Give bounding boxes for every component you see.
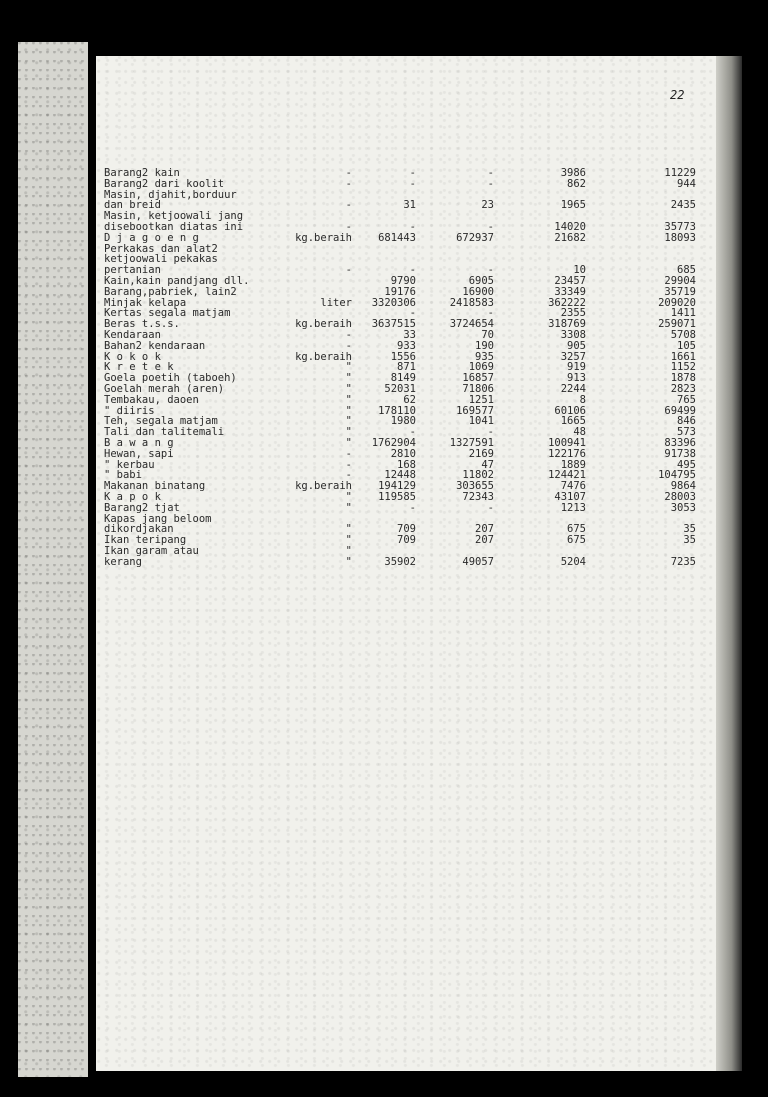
value-col-1: - [409,426,416,439]
value-col-3: 124421 [548,469,586,482]
commodity-label: K o k o k [104,350,161,363]
value-col-2: 16900 [462,285,494,298]
value-col-2: - [487,220,494,233]
value-col-2: 16857 [462,372,494,385]
unit-cell: " [345,501,352,514]
value-col-1: 2810 [390,447,416,460]
commodity-label: Bahan2 kendaraan [104,339,206,352]
value-col-4: 765 [677,393,696,406]
value-col-2: 190 [475,339,494,352]
unit-cell: - [345,220,352,233]
unit-cell: kg.beraih [295,231,352,244]
value-col-2: 672937 [456,231,494,244]
value-col-4: 846 [677,415,696,428]
commodity-label: kerang [104,555,142,568]
value-col-4: 5708 [670,328,696,341]
value-col-1: 168 [397,458,416,471]
commodity-label: Teh, segala matjam [104,415,218,428]
table-row [104,557,704,568]
unit-cell: " [345,372,352,385]
value-col-4: 83396 [664,436,696,449]
value-col-1: 933 [397,339,416,352]
value-col-3: 1665 [560,415,586,428]
commodity-label: Kendaraan [104,328,161,341]
value-col-1: - [409,220,416,233]
commodity-label: Ikan garam atau [104,544,199,557]
unit-cell: " [345,426,352,439]
value-col-2: 1327591 [449,436,494,449]
value-col-2: 49057 [462,555,494,568]
value-col-1: - [409,307,416,320]
table-row [104,503,704,514]
unit-cell: - [345,469,352,482]
value-col-4: 2435 [670,199,696,212]
commodity-label: pertanian [104,264,161,277]
table-row [104,233,704,244]
value-col-1: 9790 [390,274,416,287]
value-col-4: 495 [677,458,696,471]
unit-cell: " [345,534,352,547]
value-col-1: - [409,177,416,190]
commodity-label: Kain,kain pandjang dll. [104,274,250,287]
unit-cell: kg.beraih [295,318,352,331]
commodity-label: Masin, ketjoowali jang [104,210,244,223]
value-col-1: - [409,167,416,179]
value-col-3: 675 [567,523,586,536]
value-col-2: 47 [481,458,494,471]
value-col-4: 35719 [664,285,696,298]
table-row [104,179,704,190]
unit-cell: - [345,264,352,277]
value-col-2: 1251 [468,393,494,406]
commodity-label: Barang2 tjat [104,501,180,514]
value-col-3: 48 [573,426,586,439]
value-col-1: 8149 [390,372,416,385]
value-col-2: 6905 [468,274,494,287]
value-col-4: 28003 [664,490,696,503]
value-col-4: 29904 [664,274,696,287]
value-col-1: 62 [403,393,416,406]
unit-cell: kg.beraih [295,480,352,493]
value-col-4: 91738 [664,447,696,460]
value-col-1: 709 [397,534,416,547]
value-col-4: 1878 [670,372,696,385]
value-col-1: 12448 [384,469,416,482]
unit-cell: " [345,523,352,536]
value-col-3: 43107 [554,490,586,503]
commodity-label: Goela poetih (taboeh) [104,372,237,385]
commodity-label: dan breid [104,199,161,212]
commodity-label: dikordjakan [104,523,174,536]
table-row [104,254,704,265]
value-col-2: - [487,177,494,190]
value-col-2: 2169 [468,447,494,460]
value-col-4: 259071 [658,318,696,331]
unit-cell: " [345,415,352,428]
value-col-3: 905 [567,339,586,352]
page-binding-edge [716,56,742,1071]
value-col-2: 303655 [456,480,494,493]
page-number: 22 [670,88,685,102]
value-col-4: 685 [677,264,696,277]
value-col-1: 31 [403,199,416,212]
value-col-4: 2823 [670,382,696,395]
value-col-2: 72343 [462,490,494,503]
unit-cell: " [345,382,352,395]
value-col-1: 119585 [378,490,416,503]
commodity-label: " babi [104,469,142,482]
value-col-1: 871 [397,361,416,374]
value-col-3: 100941 [548,436,586,449]
value-col-4: 209020 [658,296,696,309]
value-col-1: 1980 [390,415,416,428]
value-col-2: 71806 [462,382,494,395]
value-col-3: 1965 [560,199,586,212]
value-col-1: 1762904 [371,436,416,449]
commodity-label: Makanan binatang [104,480,206,493]
value-col-2: 23 [481,199,494,212]
value-col-2: 70 [481,328,494,341]
value-col-1: 178110 [378,404,416,417]
value-col-3: 3257 [560,350,586,363]
commodity-label: D j a g o e n g [104,231,199,244]
value-col-4: 11229 [664,167,696,179]
commodity-label: K a p o k [104,490,161,503]
value-col-2: 1069 [468,361,494,374]
value-col-1: 194129 [378,480,416,493]
value-col-4: 1152 [670,361,696,374]
value-col-2: - [487,501,494,514]
table-row [104,449,704,460]
commodity-label: Kapas jang beloom [104,512,212,525]
value-col-3: 21682 [554,231,586,244]
value-col-4: 35 [683,534,696,547]
value-col-3: 10 [573,264,586,277]
value-col-1: 33 [403,328,416,341]
value-col-1: 709 [397,523,416,536]
unit-cell: " [345,544,352,557]
value-col-3: 919 [567,361,586,374]
value-col-2: - [487,307,494,320]
table-row [104,341,704,352]
commodity-label: Barang,pabriek, lain2 [104,285,237,298]
value-col-4: 35 [683,523,696,536]
commodity-label: K r e t e k [104,361,174,374]
value-col-2: 169577 [456,404,494,417]
value-col-3: 14020 [554,220,586,233]
value-col-2: 207 [475,534,494,547]
commodity-label: Kertas segala matjam [104,307,231,320]
value-col-1: - [409,501,416,514]
unit-cell: " [345,490,352,503]
value-col-3: 33349 [554,285,586,298]
value-col-2: 1041 [468,415,494,428]
value-col-1: 52031 [384,382,416,395]
value-col-3: 8 [579,393,586,406]
value-col-2: - [487,426,494,439]
value-col-4: 35773 [664,220,696,233]
adjacent-page-edge [18,42,88,1077]
value-col-4: 18093 [664,231,696,244]
value-col-2: 11802 [462,469,494,482]
commodity-label: Tembakau, daoen [104,393,199,406]
unit-cell: kg.beraih [295,350,352,363]
value-col-3: 318769 [548,318,586,331]
unit-cell: " [345,404,352,417]
commodity-label: Barang2 dari koolit [104,177,225,190]
value-col-1: 3320306 [371,296,416,309]
value-col-4: 1411 [670,307,696,320]
unit-cell: - [345,458,352,471]
unit-cell: " [345,555,352,568]
commodity-label: " diiris [104,404,155,417]
value-col-3: 122176 [548,447,586,460]
commodity-label: Hewan, sapi [104,447,174,460]
value-col-4: 104795 [658,469,696,482]
value-col-1: 3637515 [371,318,416,331]
unit-cell: " [345,361,352,374]
value-col-4: 3053 [670,501,696,514]
commodity-label: Barang2 kain [104,167,180,179]
value-col-4: 69499 [664,404,696,417]
unit-cell: - [345,339,352,352]
commodity-label: Goelah merah (aren) [104,382,225,395]
value-col-2: 935 [475,350,494,363]
value-col-3: 862 [567,177,586,190]
unit-cell: liter [320,296,352,309]
value-col-1: 681443 [378,231,416,244]
value-col-2: - [487,167,494,179]
table-row [104,287,704,298]
value-col-3: 3308 [560,328,586,341]
unit-cell: - [345,199,352,212]
value-col-3: 2244 [560,382,586,395]
value-col-4: 1661 [670,350,696,363]
value-col-4: 573 [677,426,696,439]
value-col-3: 913 [567,372,586,385]
value-col-3: 3986 [560,167,586,179]
unit-cell: - [345,177,352,190]
value-col-3: 23457 [554,274,586,287]
value-col-3: 1213 [560,501,586,514]
commodity-label: Ikan teripang [104,534,187,547]
value-col-4: 7235 [670,555,696,568]
unit-cell: - [345,447,352,460]
commodity-label: B a w a n g [104,436,174,449]
value-col-3: 5204 [560,555,586,568]
value-col-3: 2355 [560,307,586,320]
commodity-label: Minjak kelapa [104,296,187,309]
value-col-4: 944 [677,177,696,190]
value-col-4: 9864 [670,480,696,493]
unit-cell: " [345,393,352,406]
value-col-1: - [409,264,416,277]
commodity-label: Perkakas dan alat2 [104,242,218,255]
commodity-label: Masin, djahit,borduur [104,188,237,201]
commodity-table [104,168,704,567]
value-col-2: 207 [475,523,494,536]
value-col-2: - [487,264,494,277]
commodity-label: Tali dan talitemali [104,426,225,439]
commodity-label: " kerbau [104,458,155,471]
value-col-1: 1556 [390,350,416,363]
value-col-2: 2418583 [449,296,494,309]
value-col-1: 19176 [384,285,416,298]
table-row [104,395,704,406]
commodity-label: ketjoowali pekakas [104,253,218,266]
value-col-3: 7476 [560,480,586,493]
value-col-3: 60106 [554,404,586,417]
value-col-1: 35902 [384,555,416,568]
unit-cell: " [345,436,352,449]
value-col-3: 362222 [548,296,586,309]
value-col-2: 3724654 [449,318,494,331]
value-col-4: 105 [677,339,696,352]
unit-cell: - [345,328,352,341]
commodity-label: disebootkan diatas ini [104,220,244,233]
unit-cell: - [345,167,352,179]
value-col-3: 1889 [560,458,586,471]
commodity-label: Beras t.s.s. [104,318,180,331]
table-row [104,492,704,503]
value-col-3: 675 [567,534,586,547]
